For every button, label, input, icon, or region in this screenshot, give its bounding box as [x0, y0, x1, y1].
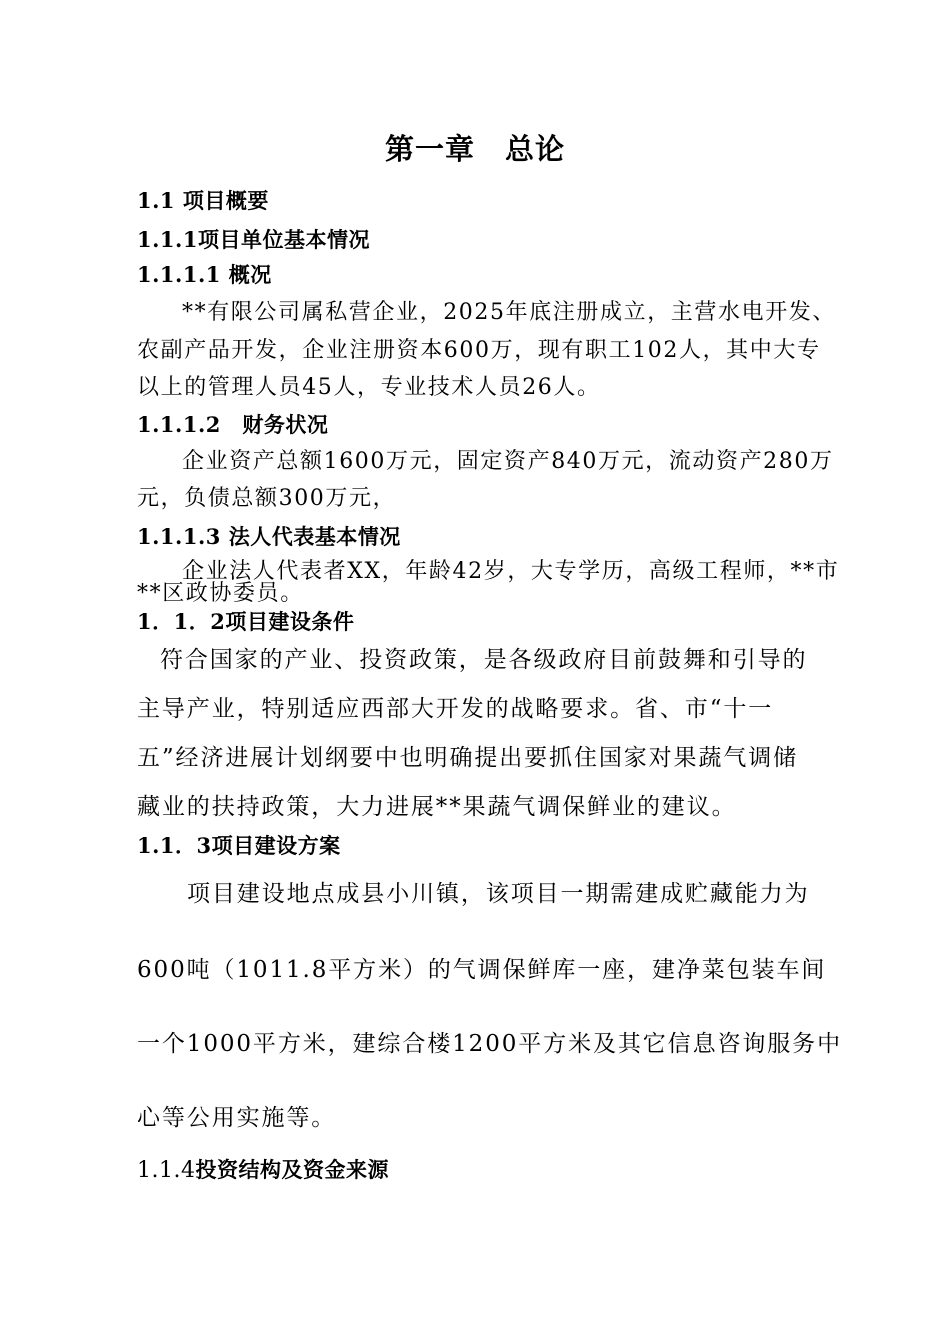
paragraph-line: 项目建设地点成县小川镇，该项目一期需建成贮藏能力为 [187, 881, 810, 907]
section-heading-1-1-1-3: 1.1.1.3 法人代表基本情况 [137, 524, 401, 549]
paragraph-line: 农副产品开发，企业注册资本600万，现有职工102人，其中大专 [137, 338, 821, 363]
section-heading-1-1-2: 1．1．2项目建设条件 [137, 609, 355, 634]
section-heading-1-1-3: 1.1．3项目建设方案 [137, 833, 341, 858]
section-heading-1-1-1-1: 1.1.1.1 概况 [137, 262, 272, 287]
paragraph-line: 心等公用实施等。 [137, 1105, 337, 1131]
paragraph-line: 主导产业，特别适应西部大开发的战略要求。省、市“十一 [137, 696, 774, 722]
paragraph-line: 600吨（1011.8平方米）的气调保鲜库一座，建净菜包装车间 [137, 957, 827, 983]
paragraph-line: 元，负债总额300万元， [137, 486, 397, 511]
section-heading-1-1-4 [137, 1157, 389, 1184]
paragraph-line: **区政协委员。 [137, 581, 304, 606]
paragraph-line: 藏业的扶持政策，大力进展**果蔬气调保鲜业的建议。 [137, 794, 737, 820]
section-heading-1-1-1-2: 1.1.1.2 财务状况 [137, 412, 329, 437]
paragraph-line: 符合国家的产业、投资政策，是各级政府目前鼓舞和引导的 [160, 647, 808, 673]
section-heading-1-1: 1.1 项目概要 [137, 188, 269, 213]
paragraph-line: 五”经济进展计划纲要中也明确提出要抓住国家对果蔬气调储 [137, 745, 799, 771]
chapter-title: 第一章 总论 [384, 132, 565, 166]
paragraph-line: **有限公司属私营企业，2025年底注册成立，主营水电开发、 [182, 300, 836, 325]
paragraph-line: 以上的管理人员45人，专业技术人员26人。 [137, 375, 601, 400]
paragraph-line: 企业法人代表者XX，年龄42岁，大专学历，高级工程师，**市 [182, 559, 840, 584]
section-number: 1.1.4 [137, 1158, 196, 1183]
section-heading-1-1-1: 1.1.1项目单位基本情况 [137, 227, 370, 252]
paragraph-line: 企业资产总额1600万元，固定资产840万元，流动资产280万 [182, 449, 834, 474]
paragraph-line: 一个1000平方米，建综合楼1200平方米及其它信息咨询服务中 [137, 1031, 842, 1057]
section-title: 投资结构及资金来源 [195, 1157, 389, 1182]
